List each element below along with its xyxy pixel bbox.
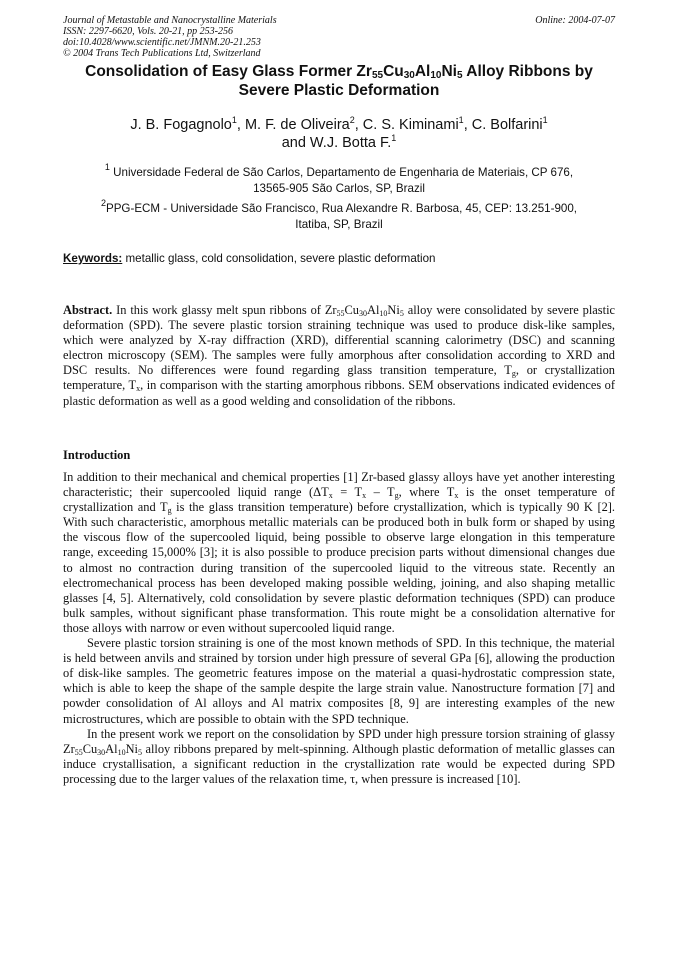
journal-name: Journal of Metastable and Nanocrystalline Materials	[63, 15, 277, 26]
title-line-2: Severe Plastic Deformation	[238, 82, 440, 99]
introduction-body	[63, 470, 615, 787]
keywords-label: Keywords:	[63, 252, 123, 265]
journal-header	[63, 15, 615, 59]
section-heading-introduction: Introduction	[63, 448, 131, 462]
intro-paragraph-2: Severe plastic torsion straining is one of the most known methods of SPD. In this technique, the material is held between anvils and strained by torsion under high pressure of several GPa [6], allowing the production of disk-like samples. The geometric features impose on the material a quasi-hydrostatic compression state, which is able to keep the shape of the sample despite the large strain value. Nanostructure formation [7] and powder consolidation of Al alloys and Al matrix composites [8, 9] are interesting examples of the new microstructures, which are possible to obtain with the SPD technique.	[63, 636, 615, 726]
affiliation-2: $^2$PPG-ECM - Universidade São Francisco, Rua Alexandre R. Barbosa, 45, CEP: 13.251-900, Itatiba, SP, Brazil	[100, 198, 578, 231]
authors-line-2: and W.J. Botta F.$^1$	[281, 133, 397, 151]
paper-title	[55, 62, 623, 100]
author-list	[55, 116, 623, 152]
issn-line: ISSN: 2297-6620, Vols. 20-21, pp 253-256	[63, 26, 233, 37]
intro-paragraph-3: In the present work we report on the consolidation by SPD under high pressure torsion straining of glassy $Zr_{55}Cu_{30}Al_{10}Ni_5$ alloy ribbons prepared by melt-spinning. Although plastic deformation of metallic glasses can induce crystallisation, a significant reduction in the crystallization rate would be expected during SPD processing due to the larger values of the relaxation time, τ, when pressure is increased [10].	[63, 726, 615, 786]
keywords-text: metallic glass, cold consolidation, severe plastic deformation	[122, 252, 436, 265]
copyright-line: © 2004 Trans Tech Publications Ltd, Switzerland	[63, 48, 261, 59]
intro-paragraph-1: In addition to their mechanical and chemical properties [1] Zr-based glassy alloys have yet another interesting characteristic; their supercooled liquid range ($\Delta T_x = T_x - T_g$, where $T_x$ is the onset temperature of crystallization and $T_g$ is the glass transition temperature) before crystallization, which is typically 90 K [2]. With such characteristic, amorphous metallic materials can be produced both in bulk form or shaped by using the viscous flow of the supercooled liquid, being possible to observe large elongation in this temperature range, exceeding 15,000% [3]; it is also possible to produce precision parts without dimensional changes due to almost no contraction during transition of the supercooled liquid to the vitreous state. Recently an electromechanical process has been developed making possible welding, joining, and also shaping metallic glasses [4, 5]. Alternatively, cold consolidation by severe plastic deformation techniques (SPD) can produce bulk samples, without significant phase transformation. This route might be a consolidation alternative for those alloys with narrow or even without supercooled liquid range.	[63, 470, 615, 635]
online-date: Online: 2004-07-07	[535, 15, 615, 26]
authors-line-1: J. B. Fogagnolo$^1$, M. F. de Oliveira$^2$, C. S. Kiminami$^1$, C. Bolfarini$^1$	[130, 115, 548, 133]
abstract: Abstract. In this work glassy melt spun ribbons of $Zr_{55}Cu_{30}Al_{10}Ni_5$ alloy were consolidated by severe plastic deformation (SPD). The severe plastic torsion straining technique was used to produce disk-like samples, which were analyzed by X-ray diffraction (XRD), differential scanning calorimetry (DSC) and scanning electron microscopy (SEM). The samples were fully amorphous after consolidation according to XRD and DSC results. No differences were found regarding glass transition temperature, $T_g$, or crystallization temperature, $T_x$, in comparison with the starting amorphous ribbons. SEM observations indicated evidences of plastic deformation as well as a good welding and consolidation of the ribbons.	[63, 303, 616, 408]
keywords	[63, 251, 615, 266]
title-line-1: Consolidation of Easy Glass Former $Zr_{55}Cu_{30}Al_{10}Ni_5$ Alloy Ribbons by	[85, 63, 593, 81]
affiliation-1: $^1$ Universidade Federal de São Carlos, Departamento de Engenharia de Materiais, CP 676, 13565-905 São Carlos, SP, Brazil	[104, 162, 574, 195]
abstract-label: Abstract.	[63, 303, 113, 317]
doi-line: doi:10.4028/www.scientific.net/JMNM.20-21.253	[63, 37, 261, 48]
